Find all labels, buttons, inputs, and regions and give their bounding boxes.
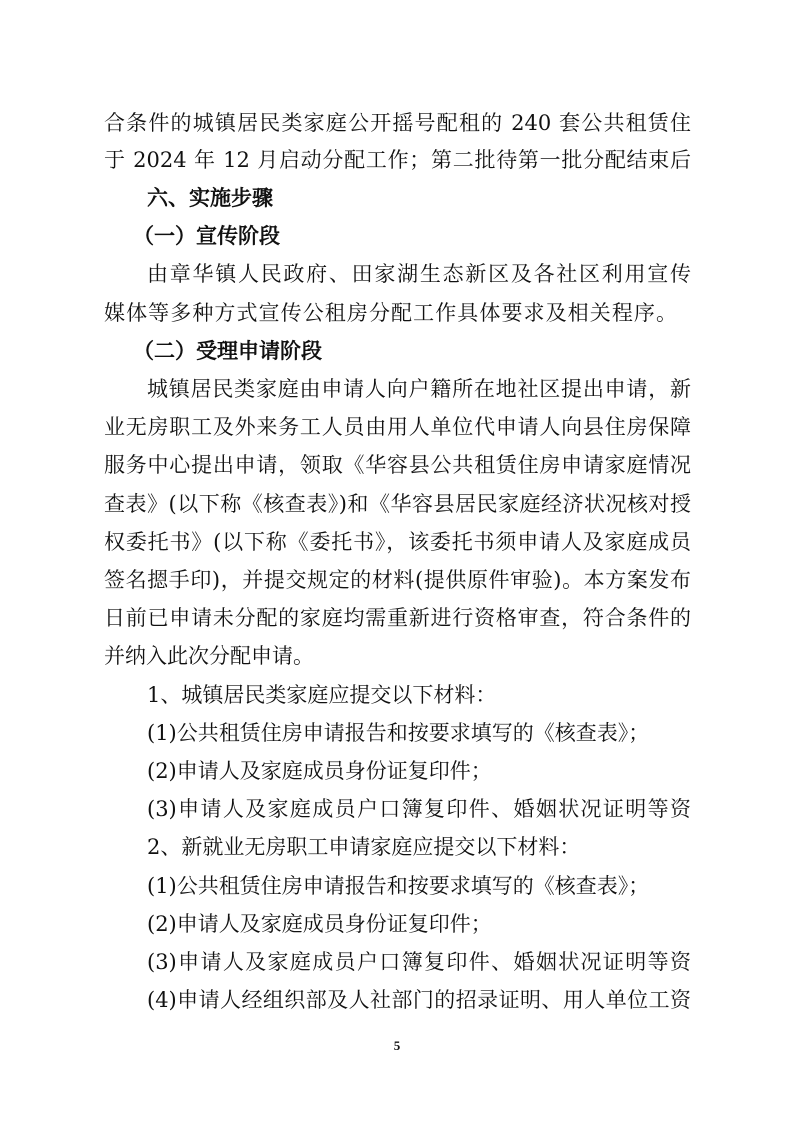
section-heading: 六、实施步骤 xyxy=(147,185,273,210)
body-line: 由章华镇人民政府、田家湖生态新区及各社区利用宣传 xyxy=(147,262,691,286)
body-line: 权委托书》(以下称《委托书》，该委托书须申请人及家庭成员 xyxy=(104,530,691,554)
body-line: 日前已申请未分配的家庭均需重新进行资格审查，符合条件的 xyxy=(104,606,691,630)
list-item: (3)申请人及家庭成员户口簿复印件、婚姻状况证明等资 xyxy=(147,797,691,821)
list-item: (2)申请人及家庭成员身份证复印件； xyxy=(147,912,492,936)
body-line: 城镇居民类家庭由申请人向户籍所在地社区提出申请，新 xyxy=(147,377,691,401)
body-line: 查表》(以下称《核查表》)和《华容县居民家庭经济状况核对授 xyxy=(104,492,691,516)
body-line: 签名摁手印)，并提交规定的材料(提供原件审验)。本方案发布 xyxy=(104,568,691,592)
body-line: 于 2024 年 12 月启动分配工作；第二批待第一批分配结束后 xyxy=(104,148,691,172)
list-item: (1)公共租赁住房申请报告和按要求填写的《核查表》； xyxy=(147,721,650,745)
body-line: 服务中心提出申请，领取《华容县公共租赁住房申请家庭情况 xyxy=(104,453,691,477)
list-item: (2)申请人及家庭成员身份证复印件； xyxy=(147,759,492,783)
list-item: (1)公共租赁住房申请报告和按要求填写的《核查表》； xyxy=(147,874,650,898)
page-number: 5 xyxy=(393,1038,401,1053)
subsection-heading: （一）宣传阶段 xyxy=(133,223,280,248)
body-line: 合条件的城镇居民类家庭公开摇号配租的 240 套公共租赁住 xyxy=(104,111,691,135)
list-item: (4)申请人经组织部及人社部门的招录证明、用人单位工资 xyxy=(147,988,691,1012)
body-line: 业无房职工及外来务工人员由用人单位代申请人向县住房保障 xyxy=(104,415,691,439)
list-heading: 1、城镇居民类家庭应提交以下材料： xyxy=(147,683,497,707)
body-line: 媒体等多种方式宣传公租房分配工作具体要求及相关程序。 xyxy=(104,301,677,325)
body-line: 并纳入此次分配申请。 xyxy=(104,644,314,668)
list-heading: 2、新就业无房职工申请家庭应提交以下材料： xyxy=(147,835,581,859)
list-item: (3)申请人及家庭成员户口簿复印件、婚姻状况证明等资 xyxy=(147,950,691,974)
subsection-heading: （二）受理申请阶段 xyxy=(133,338,322,363)
